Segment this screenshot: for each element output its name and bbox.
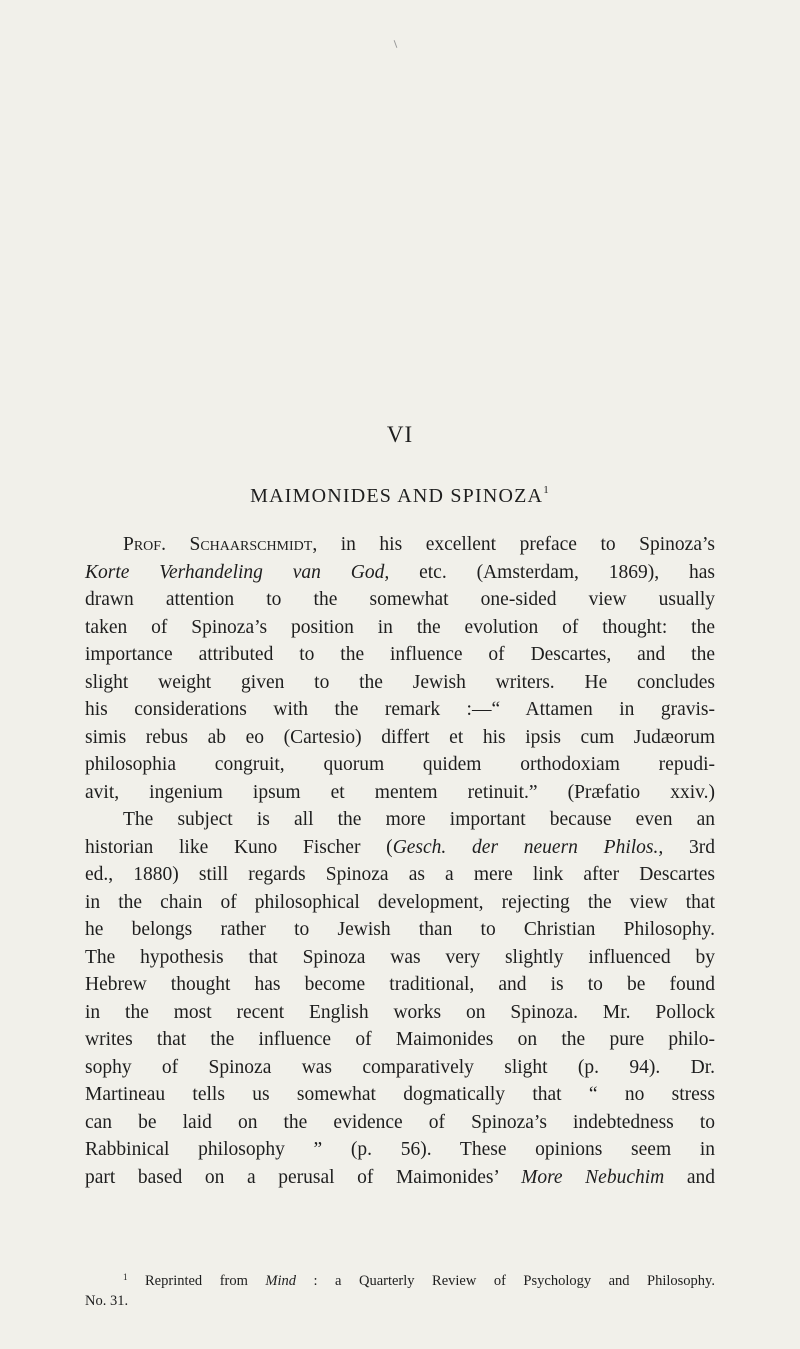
text-line: sophy of Spinoza was comparatively slight (p. 94). Dr. [85, 1056, 715, 1078]
stray-mark [394, 40, 398, 48]
body-text [85, 531, 715, 1191]
book-title: Korte Verhandeling van God, [85, 561, 390, 583]
text-line: Korte Verhandeling van God, etc. (Amsterdam, 1869), has [85, 561, 715, 583]
footnote-marker: 1 [543, 484, 550, 496]
text-line: Hebrew thought has become traditional, and is to be found [85, 974, 715, 995]
text-line: Prof. Schaarschmidt, in his excellent preface to Spinoza’s [123, 534, 715, 555]
text-line: drawn attention to the somewhat one-sided view usually [85, 589, 715, 610]
chapter-title-text: MAIMONIDES AND SPINOZA [250, 485, 544, 507]
journal-title: Mind [265, 1273, 296, 1289]
text-line: can be laid on the evidence of Spinoza’s indebtedness to [85, 1111, 715, 1133]
footnote-line: $^1$ Reprinted from Mind : a Quarterly Review of Psychology and Philosophy. [123, 1272, 715, 1289]
text-line: simis rebus ab eo (Cartesio) differt et his ipsis cum Judæorum [85, 726, 715, 748]
text-line: writes that the influence of Maimonides on the pure philo- [85, 1029, 715, 1050]
text-line: ed., 1880) still regards Spinoza as a mere link after Descartes [85, 864, 715, 885]
text-line: he belongs rather to Jewish than to Christian Philosophy. [85, 919, 715, 940]
text-line: in the chain of philosophical development, rejecting the view that [85, 891, 715, 913]
book-title: Gesch. der neuern Philos., [392, 836, 664, 858]
text-line: historian like Kuno Fischer (Gesch. der neuern Philos., 3rd [85, 836, 715, 858]
chapter-number: VI [386, 422, 414, 447]
text-line: The hypothesis that Spinoza was very slightly influenced by [85, 946, 715, 968]
text-line: taken of Spinoza’s position in the evolution of thought: the [85, 616, 715, 638]
text-line: part based on a perusal of Maimonides’ More Nebuchim and [85, 1166, 715, 1188]
text-line: Rabbinical philosophy ” (p. 56). These opinions seem in [85, 1139, 715, 1160]
author-name: Prof. Schaarschmidt, [123, 534, 318, 555]
text-line: his considerations with the remark :—“ Attamen in gravis- [85, 699, 715, 720]
book-title: More Nebuchim [521, 1166, 665, 1188]
text-line: importance attributed to the influence of Descartes, and the [85, 644, 715, 665]
chapter-title [0, 484, 800, 508]
text-line: philosophia congruit, quorum quidem orthodoxiam repudi- [85, 754, 715, 775]
footnote-line: No. 31. [85, 1293, 129, 1309]
footnote-marker: 1 [123, 1272, 128, 1282]
text-line: avit, ingenium ipsum et mentem retinuit.” (Præfatio xxiv.) [85, 781, 715, 803]
text-line: slight weight given to the Jewish writers. He concludes [85, 671, 715, 693]
text-line: Martineau tells us somewhat dogmatically that “ no stress [85, 1084, 715, 1105]
text-line: in the most recent English works on Spinoza. Mr. Pollock [85, 1001, 715, 1023]
text-line: The subject is all the more important because even an [123, 809, 715, 830]
footnote [85, 1267, 715, 1311]
